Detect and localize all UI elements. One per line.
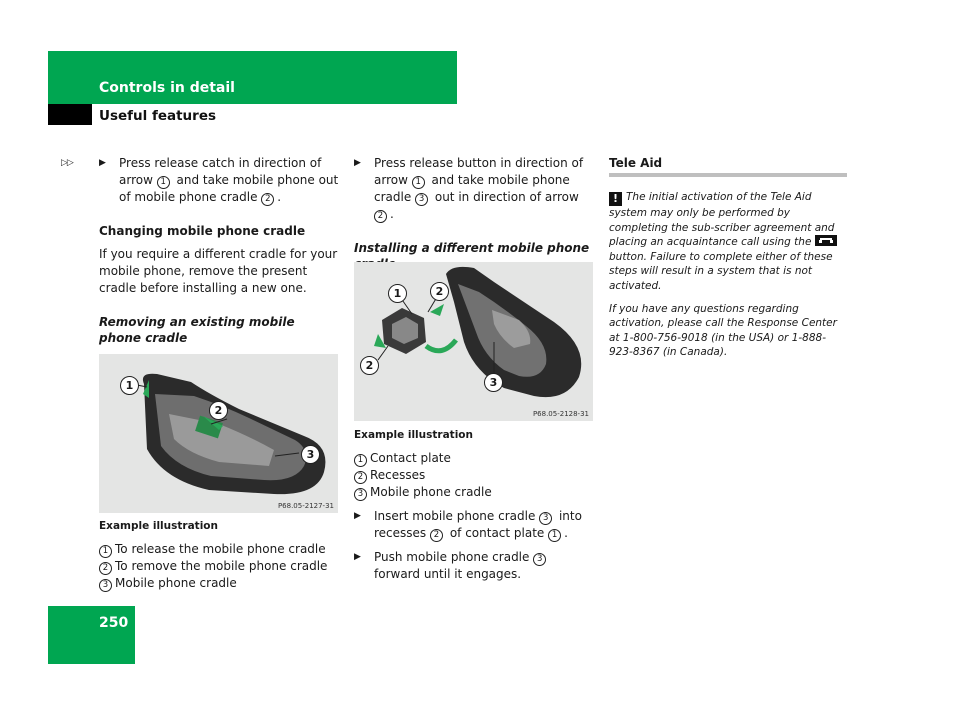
callout-1: 1 bbox=[120, 376, 139, 395]
step-release-button: ▶ Press release button in direction of arrow 1 and take mobile phone cradle 3 out in direction of arrow 2 . bbox=[354, 156, 584, 221]
triangle-bullet-icon: ▶ bbox=[354, 510, 361, 521]
callout-2b: 2 bbox=[360, 356, 379, 375]
figure-caption: Example illustration bbox=[354, 429, 473, 441]
legend-list bbox=[99, 541, 339, 592]
step-push-cradle: ▶ Push mobile phone cradle 3 forward until it engages. bbox=[354, 549, 594, 583]
step-insert-cradle: ▶ Insert mobile phone cradle 3 into recesses 2 of contact plate 1 . bbox=[354, 508, 582, 540]
heading-rule bbox=[609, 173, 847, 177]
triangle-bullet-icon: ▶ bbox=[354, 551, 361, 562]
legend-item: 3 Mobile phone cradle bbox=[99, 575, 339, 592]
response-center-note: If you have any questions regarding activation, please call the Response Center at 1-800-756-9018 (in the USA) or 1-888-923-8367 (in Canada). bbox=[609, 302, 837, 359]
callout-2: 2 bbox=[209, 401, 228, 420]
heading-installing-cradle: Installing a different mobile phone bbox=[354, 240, 590, 255]
heading-changing-cradle: Changing mobile phone cradle bbox=[99, 223, 306, 238]
callout-3: 3 bbox=[484, 373, 503, 392]
callout-1: 1 bbox=[388, 284, 407, 303]
legend-item: 1 Contact plate bbox=[354, 450, 594, 467]
column-1-lower bbox=[99, 518, 339, 592]
column-3-notes bbox=[609, 190, 847, 360]
figure-code: P68.05-2128-31 bbox=[532, 410, 589, 418]
section-tab-marker bbox=[48, 104, 92, 125]
heading-removing-cradle: Removing an existing mobile phone cradle bbox=[99, 314, 295, 346]
triangle-bullet-icon: ▶ bbox=[99, 158, 106, 168]
column-1 bbox=[61, 155, 339, 347]
figure-removing-cradle bbox=[99, 354, 338, 513]
legend-item: 2 To remove the mobile phone cradle bbox=[99, 558, 339, 575]
legend-item: 1 To release the mobile phone cradle bbox=[99, 541, 339, 558]
column-2-lower bbox=[354, 427, 594, 582]
header-band bbox=[48, 51, 457, 104]
section-title: Controls in detail bbox=[99, 80, 235, 96]
tele-aid-button-icon bbox=[815, 235, 837, 246]
subsection-title: Useful features bbox=[99, 108, 217, 124]
callout-2: 2 bbox=[430, 282, 449, 301]
figure-installing-cradle bbox=[354, 262, 593, 421]
legend-list bbox=[354, 450, 594, 501]
step-release-catch: ▷▷ ▶ Press release catch in direction of arrow 1 and take mobile phone out of mobile phone cradle 2 . bbox=[61, 156, 339, 204]
page-number: 250 bbox=[99, 615, 129, 631]
legend-item: 3 Mobile phone cradle bbox=[354, 484, 594, 501]
triangle-bullet-icon: ▶ bbox=[354, 158, 361, 168]
warning-icon: ! bbox=[609, 192, 622, 206]
column-2 bbox=[354, 155, 594, 273]
warning-note: ! The initial activation of the Tele Aid system may only be performed by completing the sub-scriber agreement and placing an acquaintance call using the button. Failure to complete either of these steps will result in a system that is not activated. bbox=[609, 190, 847, 294]
column-3 bbox=[609, 155, 847, 172]
callout-3: 3 bbox=[301, 445, 320, 464]
continued-icon: ▷▷ bbox=[61, 158, 73, 168]
legend-item: 2 Recesses bbox=[354, 467, 594, 484]
figure-caption: Example illustration bbox=[99, 520, 218, 532]
changing-body: If you require a different cradle for your mobile phone, remove the present cradle before installing a new one. bbox=[99, 247, 338, 295]
figure-code: P68.05-2127-31 bbox=[277, 502, 334, 510]
heading-tele-aid: Tele Aid bbox=[609, 156, 663, 170]
